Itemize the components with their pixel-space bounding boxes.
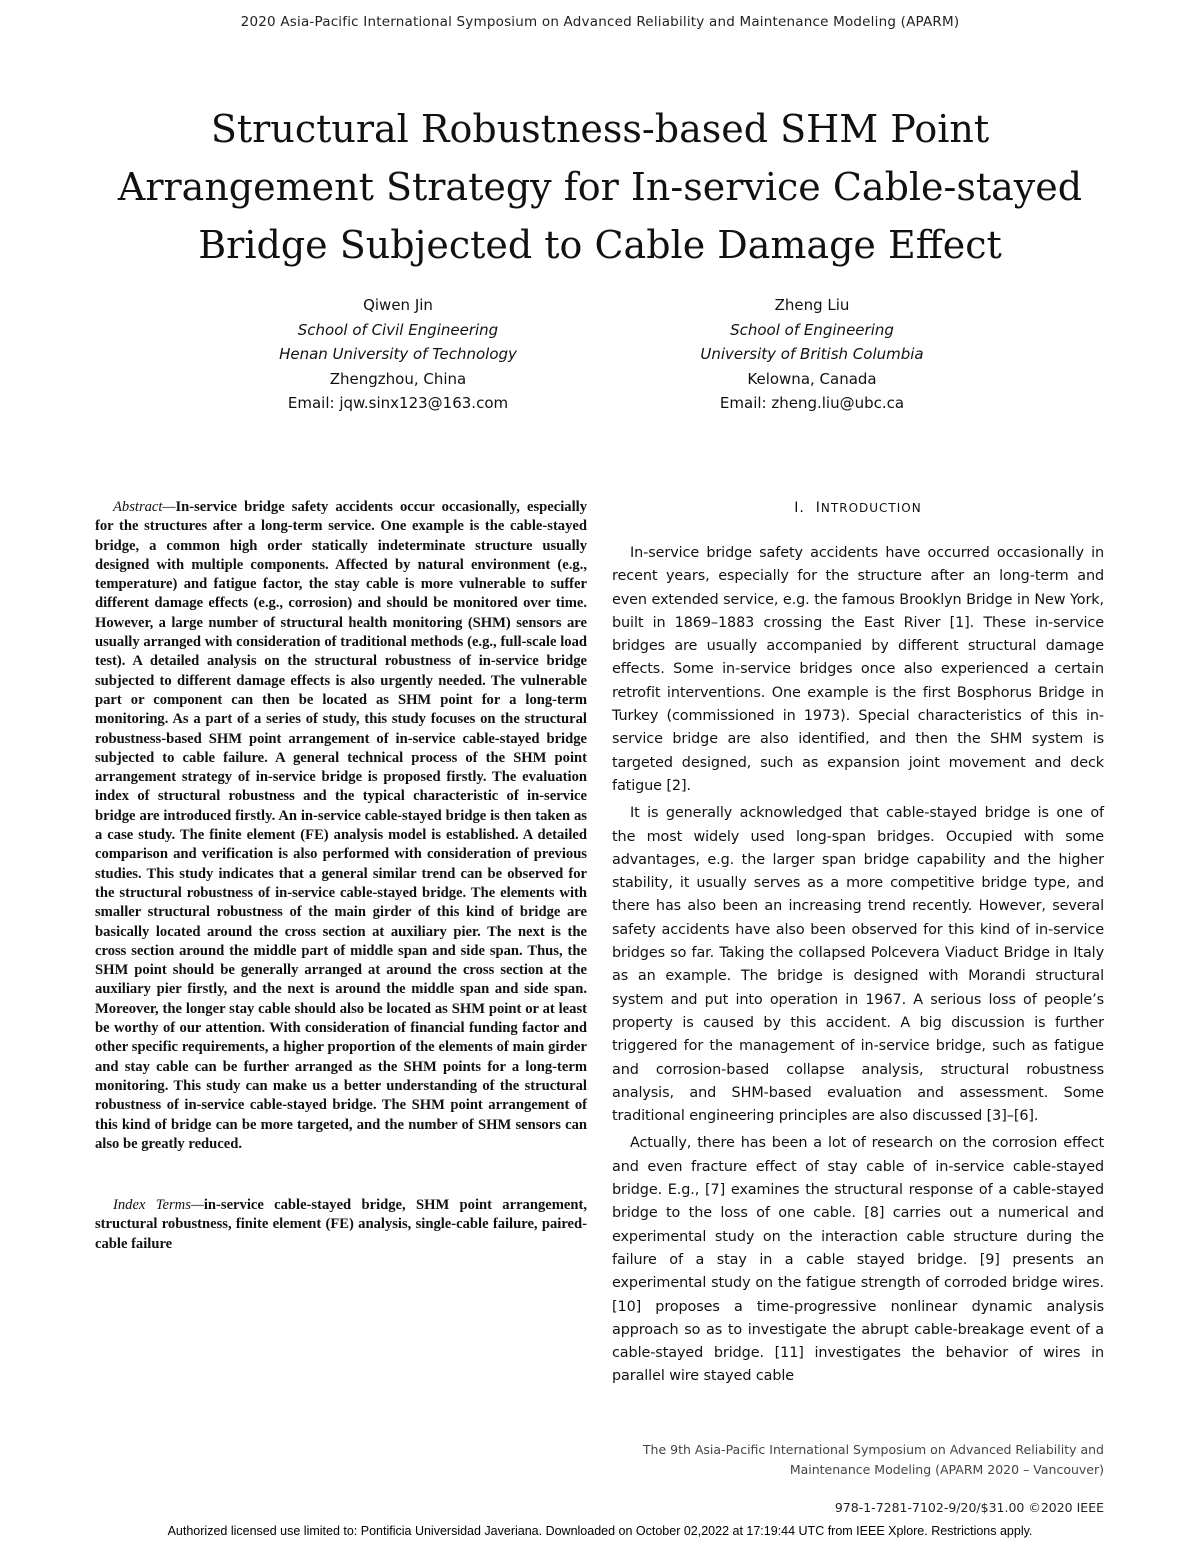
author-block-1 bbox=[198, 293, 598, 416]
conference-header: 2020 Asia-Pacific International Symposium on Advanced Reliability and Maintenance Modeling (APARM) bbox=[240, 14, 960, 30]
title-line: Bridge Subjected to Cable Damage Effect bbox=[198, 223, 1002, 267]
author-department: School of Civil Engineering bbox=[297, 320, 499, 339]
author-organization: Henan University of Technology bbox=[279, 345, 517, 363]
author-city: Zhengzhou, China bbox=[329, 369, 467, 388]
author-block-2 bbox=[612, 293, 1012, 416]
index-terms bbox=[95, 1196, 587, 1254]
index-terms-text: in-service cable-stayed bridge, SHM point arrangement, structural robustness, finite element (FE) analysis, single-cable failure, paired-cable failure bbox=[95, 1197, 587, 1252]
intro-paragraph: In-service bridge safety accidents have occurred occasionally in recent years, especially for the structure after an long-term and even extended service, e.g. the famous Brooklyn Bridge in New York, built in 1869–1883 crossing the East River [1]. These in-service bridges are usually accompanied by different structural damage effects. Some in-service bridges once also experienced a certain retrofit interventions. One example is the first Bosphorus Bridge in Turkey (commissioned in 1973). Special characteristics of this in-service bridge are also identified, and then the SHM system is targeted designed, such as expansion joint movement and deck fatigue [2]. bbox=[612, 545, 1104, 794]
footer-conference-line: The 9th Asia-Pacific International Symposium on Advanced Reliability and bbox=[642, 1442, 1104, 1457]
right-column bbox=[612, 498, 1104, 1393]
abstract-text: In-service bridge safety accidents occur occasionally, especially for the structures after a long-term service. One example is the cable-stayed bridge, a common high order statically indeterminate structure usually designed with multiple components. Affected by natural environment (e.g., temperature) and fatigue factor, the stay cable is more vulnerable to suffer different damage effects (e.g., corrosion) and should be monitored over time. However, a large number of structural health monitoring (SHM) sensors are usually arranged with consideration of traditional methods (e.g., full-scale load test). A detailed analysis on the structural robustness of in-service bridge subjected to different damage effects is also urgently needed. The vulnerable part or component can then be located as SHM point for a long-term monitoring. As a part of a series of study, this study focuses on the structural robustness-based SHM point arrangement of in-service cable-stayed bridge subjected to cable failure. A general technical process of the SHM point arrangement strategy of in-service bridge is proposed firstly. The evaluation index of structural robustness and the typical characteristic of in-service bridge are introduced firstly. An in-service cable-stayed bridge is then taken as a case study. The finite element (FE) analysis model is established. A detailed comparison and verification is also performed with consideration of previous studies. This study indicates that a general similar trend can be observed for the structural robustness of in-service cable-stayed bridge. The elements with smaller structural robustness of the main girder of this kind of bridge are basically located around the cross section at auxiliary pier. The next is the cross section around the middle part of middle span and side span. Thus, the SHM point should be generally arranged at around the cross section at the auxiliary pier firstly, and the next is around the middle span and side span. Moreover, the longer stay cable should also be located as SHM point or at least be worthy of our attention. With consideration of financial funding factor and other specific requirements, a higher proportion of the elements of main girder and stay cable can be further arranged as the SHM points for a long-term monitoring. This study can make us a better understanding of the structural robustness of in-service cable-stayed bridge. The SHM point arrangement of this kind of bridge can be more targeted, and the number of SHM sensors can also be greatly reduced. bbox=[95, 499, 587, 1152]
intro-paragraph: It is generally acknowledged that cable-stayed bridge is one of the most widely used long-span bridges. Occupied with some advantages, e.g. the larger span bridge capability and the higher stability, it usually serves as a more competitive bridge type, and there has also been an increasing trend recently. However, several safety accidents have also been observed for this kind of in-service bridges so far. Taking the collapsed Polcevera Viaduct Bridge in Italy as an example. The bridge is designed with Morandi structural system and put into operation in 1967. A serious loss of people’s property is caused by this accident. A big discussion is further triggered for the management of in-service bridge, such as fatigue and corrosion-based collapse analysis, structural robustness analysis, and SHM-based evaluation and assessment. Some traditional engineering principles are also discussed [3]–[6]. bbox=[612, 805, 1104, 1125]
author-organization: University of British Columbia bbox=[700, 345, 924, 363]
section-heading bbox=[612, 500, 1104, 516]
author-name: Zheng Liu bbox=[774, 296, 850, 314]
title-line: Structural Robustness-based SHM Point bbox=[210, 107, 990, 151]
footer-conference-line: Maintenance Modeling (APARM 2020 – Vancouver) bbox=[789, 1461, 1104, 1477]
author-city: Kelowna, Canada bbox=[747, 369, 877, 388]
section-title-rest: NTRODUCTION bbox=[820, 501, 922, 515]
section-number: I. bbox=[794, 500, 805, 516]
footer-conference bbox=[544, 1440, 1104, 1479]
abstract bbox=[95, 498, 587, 1154]
author-name: Qiwen Jin bbox=[363, 296, 433, 314]
author-email: Email: zheng.liu@ubc.ca bbox=[719, 394, 905, 412]
abstract-lead: Abstract— bbox=[113, 499, 176, 515]
title-line: Arrangement Strategy for In-service Cable-stayed bbox=[117, 165, 1083, 209]
isbn-copyright: 978-1-7281-7102-9/20/$31.00 ©2020 IEEE bbox=[834, 1500, 1104, 1515]
paper-title bbox=[90, 100, 1110, 274]
authorized-use-notice: Authorized licensed use limited to: Pontificia Universidad Javeriana. Downloaded on October 02,2022 at 17:19:44 UTC from IEEE Xplore. Restrictions apply. bbox=[167, 1524, 1033, 1538]
author-email: Email: jqw.sinx123@163.com bbox=[287, 394, 509, 412]
author-department: School of Engineering bbox=[730, 320, 894, 339]
section-title-first: I bbox=[815, 500, 821, 516]
left-column bbox=[95, 498, 587, 1254]
intro-paragraph: Actually, there has been a lot of research on the corrosion effect and even fracture effect of stay cable of in-service cable-stayed bridge. E.g., [7] examines the structural response of a cable-stayed bridge to the loss of one cable. [8] carries out a numerical and experimental study on the interaction cable structure during the failure of a stay in a cable stayed bridge. [9] presents an experimental study on the fatigue strength of corroded bridge wires. [10] proposes a time-progressive nonlinear dynamic analysis approach so as to investigate the abrupt cable-breakage event of a cable-stayed bridge. [11] investigates the behavior of wires in parallel wire stayed cable bbox=[612, 1135, 1104, 1385]
index-terms-lead: Index Terms— bbox=[113, 1197, 204, 1214]
